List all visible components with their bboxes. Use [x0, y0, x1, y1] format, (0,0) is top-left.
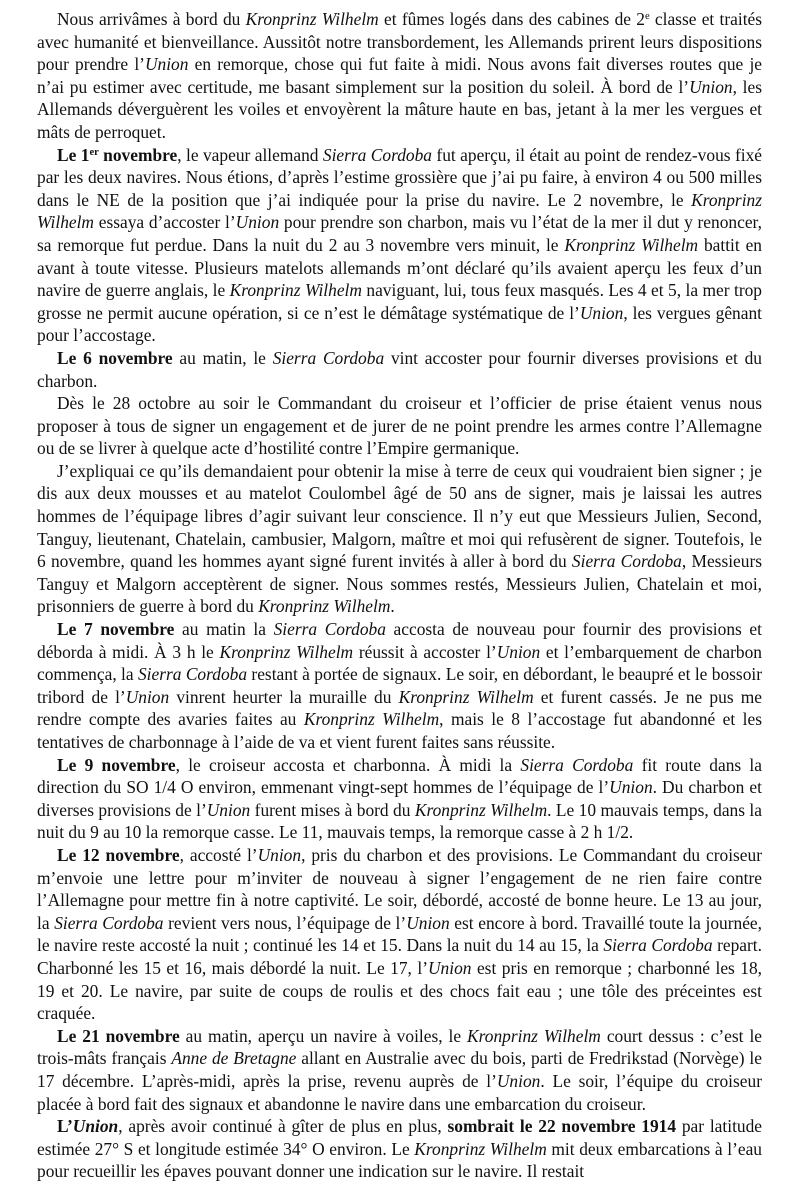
text-run: Le 9 novembre — [57, 754, 176, 775]
text-run: Kronprinz Wilhelm — [258, 596, 391, 617]
paragraph — [37, 1115, 762, 1183]
text-run: Sierra Cordoba — [603, 935, 713, 956]
text-run: Le 12 novembre — [57, 844, 180, 865]
text-run: Union — [428, 957, 472, 978]
paragraph — [37, 1025, 762, 1115]
text-run: . Du charbon et diverses provisions de l’ — [37, 777, 762, 820]
text-run: Nous arrivâmes à bord du — [57, 9, 246, 29]
text-run: fit route dans la direction du SO 1/4 O environ, emmenant vingt-sept hommes de l’équipage de l’ — [37, 754, 762, 798]
text-run: au matin, le — [172, 347, 273, 368]
text-run: réussit à accoster l’ — [353, 641, 497, 662]
paragraph — [37, 754, 762, 844]
text-run: Sierra Cordoba — [272, 347, 385, 368]
text-run: , les Allemands déverguèrent les voiles et envoyèrent la mâture haute en bas, jetant à la mer les vergues et mâts de perroquet. — [37, 76, 763, 142]
text-run: Union — [125, 686, 170, 707]
text-run: vinrent heurter la muraille du — [169, 686, 399, 707]
text-run: Sierra Cordoba — [571, 551, 682, 572]
text-run: Union — [689, 76, 733, 97]
text-run: novembre — [98, 144, 178, 165]
text-run: Sierra Cordoba — [54, 912, 164, 933]
text-run: court dessus : c’est le trois-mâts français — [37, 1025, 763, 1069]
text-run: battit en avant à toute vitesse. Plusieurs matelots allemands m’ont déclaré qu’ils avaient aperçu les feux d’un navire de guerre anglais, le — [37, 234, 762, 301]
paragraph — [37, 8, 762, 144]
text-run: Kronprinz Wilhelm — [37, 189, 762, 233]
text-run: Union — [72, 1116, 119, 1137]
text-run: Sierra Cordoba — [137, 664, 248, 685]
text-run: allant en Australie avec du bois, parti de Fredrikstad (Norvège) le 17 décembre. L’après-midi, après la prise, revenu auprès de l’ — [37, 1048, 762, 1091]
text-run: est encore à bord. Travaillé toute la journée, le navire reste accosté la nuit ; continué les 14 et 15. Dans la nuit du 14 au 15, la — [37, 912, 762, 956]
document-body — [37, 8, 762, 1183]
text-run: L’ — [57, 1116, 73, 1137]
text-run: sombrait le 22 novembre 1914 — [447, 1116, 677, 1137]
text-run: mit deux embarcations à l’eau pour recueillir les épaves pouvant donner une indication sur le navire. Il restait — [37, 1138, 763, 1182]
text-run: , Messieurs Tanguy et Malgorn acceptèrent de signer. Nous sommes restés, Messieurs Julien, Chatelain et moi, prisonniers de guerre à bord du — [37, 551, 763, 617]
text-run: Union — [579, 302, 624, 323]
text-run: Sierra Cordoba — [520, 754, 634, 775]
text-run: , les vergues gênant pour l’accostage. — [37, 302, 762, 346]
text-run: , le vapeur allemand — [177, 144, 323, 165]
text-run: Union — [206, 799, 251, 820]
text-run: Kronprinz Wilhelm — [219, 641, 354, 662]
text-run: repart. Charbonné les 15 et 16, mais débordé la nuit. Le 17, l’ — [37, 935, 762, 978]
text-run: par latitude estimée 27° S et longitude estimée 34° O environ. Le — [37, 1116, 763, 1159]
text-run: au matin la — [174, 619, 274, 640]
text-run: e — [644, 11, 650, 23]
text-run: fut aperçu, il était au point de rendez-vous fixé par les deux navires. Nous étions, d’après l’estime grossière que j’ai pu faire, à environ 4 ou 500 milles dans le NE de la position que j’ai indiquée pour la prise du navire. Le 2 novembre, le — [37, 144, 762, 210]
text-run: , le croiseur accosta et charbonna. À midi la — [175, 754, 521, 775]
text-run: classe et traités avec humanité et bienveillance. Aussitôt notre transbordement, les Allemands prirent leurs dispositions pour prendre l’ — [37, 9, 763, 75]
text-run: Kronprinz Wilhelm — [229, 280, 362, 301]
text-run: Sierra Cordoba — [273, 619, 386, 640]
text-run: . Le soir, l’équipe du croiseur placée à bord fait des signaux et abandonne le navire dans une embarcation du croiseur. — [37, 1070, 762, 1114]
text-run: naviguant, lui, tous feux masqués. Les 4 et 5, la mer trop grosse ne permit aucune opération, si ce n’est le démâtage systématique de l’ — [37, 280, 762, 323]
text-run: Kronprinz Wilhelm — [414, 1138, 547, 1159]
text-run: , mais le 8 l’accostage fut abandonné et les tentatives de charbonnage à l’aide de va et vient furent faites sans réussite. — [37, 709, 762, 752]
text-run: Sierra Cordoba — [322, 144, 432, 165]
text-run: , pris du charbon et des provisions. Le Commandant du croiseur m’envoie une lettre pour m’inviter de nouveau à signer l’engagement de ne rien faire contre l’Allemagne pour mettre fin à notre captivité. Le soir, débordé, accosté de bonne heure. Le 13 au jour, la — [37, 844, 763, 933]
text-run: Le 6 novembre — [57, 347, 173, 368]
text-run: Union — [406, 912, 450, 933]
text-run: Kronprinz Wilhelm — [398, 686, 534, 707]
text-run: Dès le 28 octobre au soir le Commandant du croiseur et l’officier de prise étaient venus nous proposer à tous de signer un engagement et de jurer de ne point prendre les armes contre l’Allemagne ou de se livrer à quelque acte d’hostilité contre l’Empire germanique. — [37, 393, 762, 459]
text-run: Kronprinz Wilhelm — [245, 9, 379, 29]
text-run: Union — [496, 1070, 541, 1091]
paragraph — [37, 144, 762, 347]
text-run: . Le 10 mauvais temps, dans la nuit du 9 au 10 la remorque casse. Le 11, mauvais temps, la remorque casse à 2 h 1/2. — [37, 799, 762, 843]
text-run: accosta de nouveau pour fournir des provisions et déborda à midi. À 3 h le — [37, 619, 762, 662]
text-run: et fûmes logés dans des cabines de 2 — [378, 9, 645, 29]
text-run: , après avoir continué à gîter de plus en plus, — [118, 1116, 448, 1137]
text-run: Le 1 — [57, 144, 90, 165]
text-run: furent mises à bord du — [250, 799, 415, 820]
paragraph — [37, 460, 762, 618]
text-run: au matin, aperçu un navire à voiles, le — [179, 1025, 468, 1046]
text-run: essaya d’accoster l’ — [94, 212, 236, 233]
text-run: J’expliquai ce qu’ils demandaient pour obtenir la mise à terre de ceux qui voudraient bien signer ; je dis aux deux mousses et au matelot Coulombel âgé de 50 ans de signer, mais je laissai les autres hommes de l’équipage libres d’agir suivant leur conscience. Il n’y eut que Messieurs Julien, Second, Tanguy, lieutenant, Chatelain, cambusier, Malgorn, maître et moi qui refusèrent de signer. Toutefois, le 6 novembre, quand les hommes ayant signé furent invités à aller à bord du — [37, 460, 762, 572]
text-run: . — [390, 596, 395, 617]
text-run: Kronprinz Wilhelm — [467, 1025, 601, 1046]
paragraph — [37, 844, 762, 1025]
text-run: Kronprinz Wilhelm — [564, 234, 699, 255]
text-run: et l’embarquement de charbon commença, la — [37, 641, 762, 685]
text-run: vint accoster pour fournir diverses provisions et du charbon. — [37, 347, 762, 391]
text-run: est pris en remorque ; charbonné les 18, 19 et 20. Le navire, par suite de coups de roulis et des chocs fait eau ; une tôle des préceintes est craquée. — [37, 957, 763, 1024]
paragraph — [37, 392, 762, 460]
text-run: Union — [609, 777, 653, 798]
text-run: revient vers nous, l’équipage de l’ — [163, 912, 407, 933]
text-run: Le 7 novembre — [57, 619, 175, 640]
text-run: pour prendre son charbon, mais vu l’état de la mer il dut y renoncer, sa remorque fut perdue. Dans la nuit du 2 au 3 novembre vers minuit, le — [37, 212, 762, 255]
text-run: Union — [257, 844, 302, 865]
text-run: Union — [144, 54, 189, 75]
text-run: Kronprinz Wilhelm — [414, 799, 548, 820]
paragraph — [37, 618, 762, 754]
text-run: Kronprinz Wilhelm — [303, 709, 440, 730]
text-run: , accosté l’ — [179, 844, 258, 865]
text-run: restant à portée de signaux. Le soir, en débordant, le beaupré et le bossoir tribord de l’ — [37, 664, 763, 707]
paragraph — [37, 347, 762, 392]
text-run: en remorque, chose qui fut faite à midi. Nous avons fait diverses routes que je n’ai pu estimer avec certitude, me basant simplement sur la position du soleil. À bord de l’ — [37, 54, 762, 97]
text-run: Anne de Bretagne — [171, 1048, 297, 1069]
text-run: et furent cassés. Je ne pus me rendre compte des avaries faites au — [37, 686, 762, 730]
text-run: Union — [235, 212, 280, 233]
text-run: Union — [496, 641, 541, 662]
text-run: er — [89, 146, 99, 158]
text-run: Le 21 novembre — [57, 1025, 180, 1046]
